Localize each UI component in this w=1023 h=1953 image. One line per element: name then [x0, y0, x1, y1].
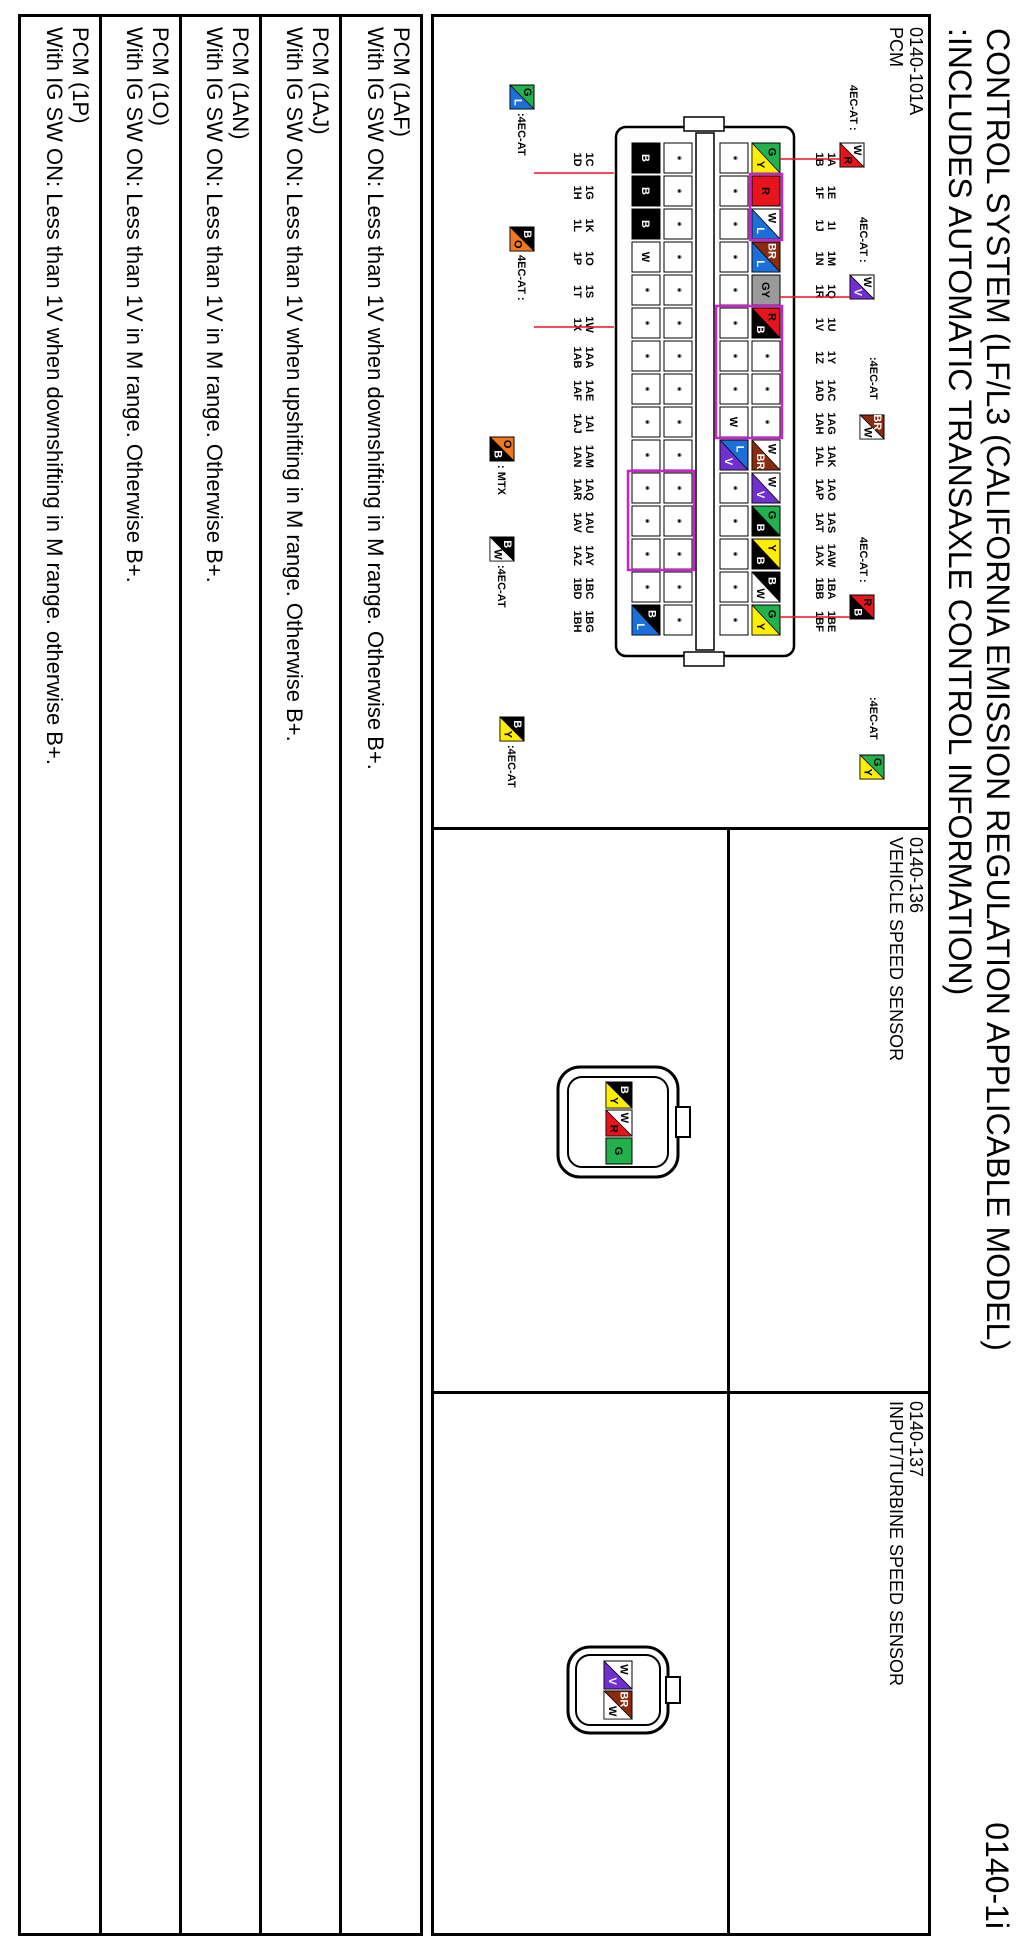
pin-code-2: B — [754, 556, 767, 565]
pin-code-2: B — [851, 608, 864, 617]
pin-star: * — [727, 386, 739, 392]
pin-code: B — [645, 610, 658, 618]
callout — [850, 537, 874, 619]
pin-code: B — [618, 1085, 631, 1094]
pcm-pin — [720, 176, 748, 206]
pin-number-label: 1AF — [571, 380, 583, 401]
pin-star: * — [671, 584, 683, 590]
tss-connector-label — [886, 1401, 926, 1686]
pcm-pin — [752, 572, 780, 602]
pin-star: * — [671, 155, 683, 161]
pin-number-label: 1X — [571, 317, 583, 332]
pcm-pin — [752, 407, 780, 437]
note-row — [179, 17, 259, 1933]
pcm-pin — [752, 539, 780, 569]
pin-code: BR — [617, 1691, 630, 1708]
pin-number-label: 1I — [825, 220, 837, 231]
pin-number-label: 1AZ — [571, 545, 583, 566]
pcm-pin — [752, 341, 780, 371]
pcm-pin — [720, 242, 748, 272]
pin-star: * — [727, 320, 739, 326]
pcm-pin — [664, 572, 692, 602]
pin-code: G — [765, 510, 778, 520]
vss-pin — [606, 1110, 632, 1136]
pin-code: G — [520, 87, 533, 97]
pin-code-2: R — [841, 156, 854, 165]
pin-number-label: 1V — [813, 317, 825, 332]
pin-star: * — [727, 584, 739, 590]
pin-code-2: Y — [861, 768, 874, 776]
pin-number-label: 1AY — [583, 545, 595, 566]
pcm-pin — [720, 407, 748, 437]
pin-number-label: 1C — [583, 152, 595, 167]
note-text: With IG SW ON: Less than 1V in M range. Otherwise B+. — [202, 27, 227, 583]
pin-number-label: 1W — [583, 316, 595, 333]
pin-number-label: 1AB — [571, 346, 583, 369]
pin-number-label: 1M — [825, 250, 837, 267]
pcm-pin — [720, 308, 748, 338]
pin-star: * — [639, 386, 651, 392]
pcm-pin — [720, 539, 748, 569]
pin-number-label: 1AX — [813, 544, 825, 567]
note-row — [99, 17, 179, 1933]
pin-number-label: 1A — [825, 152, 837, 167]
pin-star: * — [639, 485, 651, 491]
callout-pin — [490, 537, 514, 561]
pin-star: * — [671, 221, 683, 227]
pin-code: W — [765, 476, 778, 488]
pcm-pin — [752, 242, 780, 272]
callout-pin — [490, 437, 514, 461]
pcm-pin — [752, 473, 780, 503]
pcm-pin — [720, 605, 748, 635]
pin-number-label: 1E — [825, 185, 837, 200]
pcm-center-rib — [696, 133, 714, 650]
tss-connector-diagram — [558, 1637, 688, 1747]
pin-code-2: L — [511, 98, 524, 106]
pin-number-label: 1AC — [825, 379, 837, 402]
note-text: With IG SW ON: Less than 1V when downshifting in M range. Otherwise B+. — [363, 27, 388, 770]
callout-label: : MTX — [495, 465, 507, 495]
vss-connector-diagram — [538, 1057, 698, 1197]
pin-code-2: V — [722, 457, 735, 466]
pin-number-label: 1G — [583, 185, 595, 200]
pin-code-2: L — [634, 623, 647, 630]
pin-code-2: W — [606, 1705, 619, 1717]
page-title — [941, 28, 1017, 1351]
pin-code-2: W — [491, 549, 504, 560]
note-text: With IG SW ON: Less than 1V when upshifting in M range. Otherwise B+. — [282, 27, 307, 742]
pin-number-label: 1Q — [825, 284, 837, 299]
tss-latch — [666, 1677, 680, 1703]
pin-code-2: Y — [501, 730, 514, 738]
note-heading: PCM (1AJ) — [308, 27, 333, 135]
note-row — [21, 17, 99, 1933]
callout-pin — [510, 85, 534, 109]
tss-connector-code: 0140-137 — [906, 1401, 926, 1478]
pcm-pin — [720, 275, 748, 305]
pin-star: * — [727, 353, 739, 359]
callout-pin — [500, 717, 524, 741]
pin-number-label: 1BD — [571, 577, 583, 600]
pcm-pin — [664, 275, 692, 305]
pcm-pin — [752, 143, 780, 173]
divider-2 — [434, 1391, 928, 1394]
pin-code-2: B — [491, 450, 504, 459]
pcm-pin — [664, 341, 692, 371]
callout-label: 4EC-AT : — [515, 255, 527, 301]
pin-star: * — [727, 221, 739, 227]
callout-label: 4EC-AT : — [857, 537, 869, 583]
pcm-pin — [632, 440, 660, 470]
vss-connector-code: 0140-136 — [906, 837, 926, 914]
pin-star: * — [639, 320, 651, 326]
pin-number-label: 1AA — [583, 346, 595, 369]
note-text: With IG SW ON: Less than 1V when downshifting in M range. otherwise B+. — [42, 27, 67, 765]
title-line-2: :INCLUDES AUTOMATIC TRANSAXLE CONTROL INFORMATION) — [942, 28, 978, 996]
pin-number-label: 1AJ — [571, 413, 583, 434]
note-text: With IG SW ON: Less than 1V in M range. Otherwise B+. — [122, 27, 147, 583]
pin-code: W — [617, 1664, 630, 1675]
pcm-pin — [752, 440, 780, 470]
pcm-pin — [720, 440, 748, 470]
vss-connector-label — [886, 837, 926, 1061]
pcm-pin — [664, 440, 692, 470]
callout — [850, 217, 874, 299]
pin-number-label: 1BC — [583, 577, 595, 600]
pcm-latch-right — [684, 652, 724, 666]
pcm-pin — [664, 506, 692, 536]
vss-pin — [606, 1138, 632, 1164]
pcm-pin — [752, 605, 780, 635]
pcm-pin — [632, 176, 660, 206]
pin-star: * — [671, 518, 683, 524]
pin-number-label: 1AM — [583, 444, 595, 469]
note-heading: PCM (1AN) — [228, 27, 253, 140]
pin-number-label: 1AU — [583, 511, 595, 534]
pin-number-label: 1F — [813, 186, 825, 199]
pin-code: R — [759, 187, 771, 195]
callout-label: :4EC-AT — [495, 565, 507, 608]
pcm-pin — [632, 374, 660, 404]
callout-pin — [850, 275, 874, 299]
pin-star: * — [671, 386, 683, 392]
pin-number-label: 1BE — [825, 610, 837, 633]
pin-code: W — [860, 277, 873, 288]
pin-number-label: 1U — [825, 317, 837, 332]
vss-connector-name: VEHICLE SPEED SENSOR — [886, 837, 906, 1062]
pin-code-2: L — [754, 227, 767, 234]
callout-label: :4EC-AT — [515, 113, 527, 156]
pin-code: W — [765, 212, 778, 224]
pin-star: * — [639, 584, 651, 590]
pin-code: W — [727, 416, 739, 428]
pin-number-label: 1AV — [571, 512, 583, 533]
pcm-pin — [664, 605, 692, 635]
pcm-pin — [720, 341, 748, 371]
pcm-pin — [632, 275, 660, 305]
pin-code-2: V — [851, 288, 864, 296]
pin-code: G — [870, 757, 883, 767]
pin-code: W — [765, 443, 778, 455]
pin-code: BR — [765, 243, 778, 259]
pcm-pin — [632, 506, 660, 536]
pin-star: * — [671, 353, 683, 359]
pin-number-label: 1BA — [825, 577, 837, 600]
pin-star: * — [671, 254, 683, 260]
pin-number-label: 1O — [583, 251, 595, 266]
pin-number-label: 1AI — [583, 414, 595, 433]
callout — [860, 357, 884, 439]
pin-star: * — [639, 287, 651, 293]
vss-pin — [606, 1082, 632, 1108]
pin-star: * — [671, 188, 683, 194]
pin-star: * — [639, 353, 651, 359]
pin-code: B — [765, 577, 778, 585]
pin-star: * — [639, 518, 651, 524]
pin-code: G — [765, 609, 778, 619]
pin-star: * — [759, 419, 771, 425]
pcm-pin — [632, 143, 660, 173]
connector-panel — [431, 14, 931, 1936]
pin-code-2: B — [754, 523, 767, 532]
pin-star: * — [671, 485, 683, 491]
pcm-pin — [664, 242, 692, 272]
note-row — [259, 17, 339, 1933]
pin-code-2: L — [754, 260, 767, 267]
pin-code: B — [520, 230, 533, 239]
pin-code-2: W — [754, 588, 767, 599]
pin-number-label: 1AL — [813, 446, 825, 467]
pcm-pin — [632, 209, 660, 239]
pin-star: * — [671, 320, 683, 326]
pin-number-label: 1AE — [583, 379, 595, 402]
pin-code-2: BR — [754, 453, 767, 470]
pin-number-label: 1Z — [813, 351, 825, 364]
pin-number-label: 1AT — [813, 512, 825, 533]
pin-star: * — [727, 254, 739, 260]
pin-code-2: B — [754, 325, 767, 334]
pcm-pin — [664, 374, 692, 404]
pin-number-label: 1BF — [813, 611, 825, 632]
pin-star: * — [727, 188, 739, 194]
callout-pin — [840, 143, 864, 167]
title-line-1: CONTROL SYSTEM (LF/L3 (CALIFORNIA EMISSION REGULATION APPLICABLE MODEL) — [980, 28, 1016, 1351]
pin-star: * — [727, 617, 739, 623]
pin-number-label: 1AQ — [583, 478, 595, 501]
pin-code-2: Y — [607, 1097, 620, 1105]
pin-code: B — [639, 154, 651, 162]
pin-number-label: 1N — [813, 251, 825, 266]
pin-code: GY — [759, 282, 771, 298]
pin-number-label: 1D — [571, 152, 583, 167]
pin-number-label: 1L — [571, 219, 583, 232]
pcm-pin — [664, 539, 692, 569]
pin-star: * — [671, 287, 683, 293]
pin-code: B — [639, 220, 651, 228]
pin-number-label: 1AW — [825, 543, 837, 568]
tss-connector-name: INPUT/TURBINE SPEED SENSOR — [886, 1401, 906, 1687]
pin-number-label: 1AG — [825, 412, 837, 435]
pin-code: W — [618, 1112, 631, 1123]
pin-star: * — [727, 485, 739, 491]
callout-label: :4EC-AT — [505, 745, 517, 788]
callout — [860, 697, 884, 779]
pin-star: * — [727, 287, 739, 293]
pin-code-2: O — [511, 239, 524, 249]
pin-number-label: 1AK — [825, 445, 837, 468]
pin-star: * — [727, 551, 739, 557]
pin-code: B — [510, 720, 523, 729]
pin-code-2: W — [861, 427, 874, 438]
pin-number-label: 1P — [571, 251, 583, 266]
pin-star: * — [727, 518, 739, 524]
vss-latch — [676, 1107, 690, 1137]
tss-pin — [604, 1691, 632, 1719]
callout — [840, 85, 864, 167]
callout — [510, 85, 534, 156]
pin-number-label: 1AO — [825, 478, 837, 501]
divider-1 — [434, 827, 928, 830]
pcm-pin — [752, 308, 780, 338]
pin-number-label: 1J — [813, 219, 825, 232]
pin-number-label: 1AH — [813, 412, 825, 435]
note-heading: PCM (1P) — [68, 27, 93, 124]
pin-number-label: 1K — [583, 218, 595, 233]
pcm-pin — [664, 209, 692, 239]
pcm-pin — [664, 176, 692, 206]
pin-number-label: 1BH — [571, 610, 583, 633]
pcm-pin — [632, 572, 660, 602]
pcm-pin — [720, 209, 748, 239]
pcm-pin — [720, 473, 748, 503]
pin-code: BR — [870, 414, 883, 431]
pcm-pin — [752, 209, 780, 239]
pin-code: B — [639, 187, 651, 195]
pin-code: B — [500, 540, 513, 549]
pin-number-label: 1T — [571, 285, 583, 298]
callout-label: :4EC-AT — [867, 357, 879, 400]
pcm-pin — [752, 374, 780, 404]
pcm-connector-diagram — [464, 77, 904, 817]
pin-code-2: Y — [754, 160, 767, 169]
pin-number-label: 1B — [813, 152, 825, 167]
pin-code-2: R — [607, 1124, 620, 1133]
pcm-pin — [720, 572, 748, 602]
pin-code-2: V — [754, 490, 767, 499]
pin-number-label: 1AD — [813, 379, 825, 402]
pcm-connector-name: PCM — [886, 27, 906, 67]
pin-number-label: 1Y — [825, 350, 837, 365]
note-heading: PCM (1O) — [148, 27, 173, 126]
pin-star: * — [671, 551, 683, 557]
pin-number-label: 1AP — [813, 478, 825, 501]
pin-star: * — [671, 617, 683, 623]
pin-code-2: Y — [754, 622, 767, 631]
pin-star: * — [639, 452, 651, 458]
pin-number-label: 1BG — [583, 610, 595, 633]
pcm-connector-code: 0140-101A — [906, 27, 926, 116]
pin-number-label: 1R — [813, 284, 825, 299]
tss-pin — [604, 1661, 632, 1689]
pcm-latch-left — [684, 117, 724, 131]
pin-code-2: V — [606, 1677, 619, 1685]
notes-table — [18, 14, 423, 1936]
pcm-pin — [632, 242, 660, 272]
pin-code: Y — [765, 544, 778, 552]
callout-pin — [850, 595, 874, 619]
pin-code: L — [733, 445, 746, 453]
note-heading: PCM (1AF) — [389, 27, 414, 137]
pcm-pin — [752, 275, 780, 305]
pin-star: * — [639, 419, 651, 425]
pin-number-label: 1BB — [813, 577, 825, 600]
pcm-pin — [664, 407, 692, 437]
callout-label: 4EC-AT : — [847, 85, 859, 131]
pin-code: W — [639, 251, 651, 263]
pcm-pin — [632, 308, 660, 338]
pcm-pin — [664, 473, 692, 503]
pcm-pin — [632, 605, 660, 635]
pin-number-label: 1H — [571, 185, 583, 200]
callout — [500, 717, 524, 788]
pin-star: * — [671, 452, 683, 458]
pcm-pin — [720, 506, 748, 536]
pin-number-label: 1AN — [571, 445, 583, 468]
pin-code: R — [765, 313, 778, 321]
pcm-pin — [632, 341, 660, 371]
pin-code: G — [765, 147, 778, 157]
pcm-pin — [664, 308, 692, 338]
pcm-pin — [720, 143, 748, 173]
pcm-pin — [664, 143, 692, 173]
pin-star: * — [759, 386, 771, 392]
pin-code: G — [612, 1146, 624, 1156]
pcm-pin — [632, 407, 660, 437]
callout-pin — [860, 414, 884, 439]
pin-code: O — [500, 439, 513, 449]
pin-number-label: 1AR — [571, 478, 583, 501]
pin-number-label: 1S — [583, 284, 595, 299]
note-row — [339, 17, 420, 1933]
callout-label: 4EC-AT : — [857, 217, 869, 263]
callout — [490, 437, 514, 496]
pcm-pin — [632, 539, 660, 569]
callout-label: :4EC-AT — [867, 697, 879, 740]
pcm-pin — [752, 176, 780, 206]
pcm-pin — [632, 473, 660, 503]
pin-star: * — [671, 419, 683, 425]
pin-code: R — [860, 598, 873, 607]
callout-pin — [510, 227, 534, 251]
callout — [510, 227, 534, 301]
pin-code: W — [850, 145, 863, 156]
pcm-pin — [720, 374, 748, 404]
pin-number-label: 1AS — [825, 511, 837, 534]
divider-h — [727, 827, 730, 1933]
pin-star: * — [727, 155, 739, 161]
page-code: 0140-1i — [979, 1822, 1015, 1929]
callout — [490, 537, 514, 608]
callout-pin — [860, 755, 884, 779]
pin-star: * — [759, 353, 771, 359]
pcm-pin — [752, 506, 780, 536]
pin-star: * — [639, 551, 651, 557]
